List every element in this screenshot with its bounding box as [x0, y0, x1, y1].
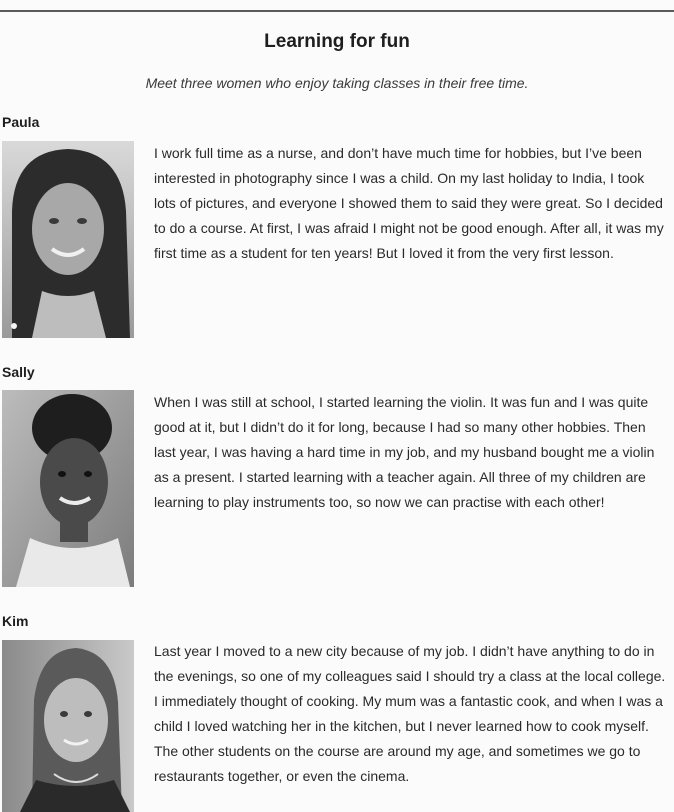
- person-name-kim: Kim: [2, 613, 29, 629]
- photo-sally: [2, 390, 134, 587]
- photo-kim: [2, 640, 134, 812]
- person-name-sally: Sally: [2, 364, 35, 380]
- bio-kim: Last year I moved to a new city because of my job. I didn’t have anything to do in the evenings, so one of my colleagues said I should try a class at the local college. I immediately thought of cooking. My mum was a fantastic cook, and when I was a child I loved watching her in the kitchen, but I never learned how to cook myself. The other students on the course are around my age, and sometimes we go to restaurants together, or even the cinema.: [154, 643, 666, 784]
- bio-paula: I work full time as a nurse, and don’t have much time for hobbies, but I’ve been interested in photography since I was a child. On my last holiday to India, I took lots of pictures, and everyone I showed them to said they were great. So I decided to do a course. At first, I was afraid I might not be good enough. After all, it was my first time as a student for ten years! But I loved it from the very first lesson.: [154, 145, 664, 261]
- person-name-paula: Paula: [2, 114, 40, 130]
- article-subtitle: Meet three women who enjoy taking classes in their free time.: [145, 75, 529, 91]
- article-title: Learning for fun: [264, 31, 410, 52]
- bio-sally: When I was still at school, I started learning the violin. It was fun and I was quite good at it, but I didn’t do it for long, because I had so many other hobbies. Then last year, I was having a hard time in my job, and my husband bought me a violin as a present. I started learning with a teacher again. All three of my children are learning to play instruments too, so now we can practise with each other!: [154, 394, 655, 510]
- top-divider: [0, 10, 674, 12]
- photo-paula: [2, 141, 134, 338]
